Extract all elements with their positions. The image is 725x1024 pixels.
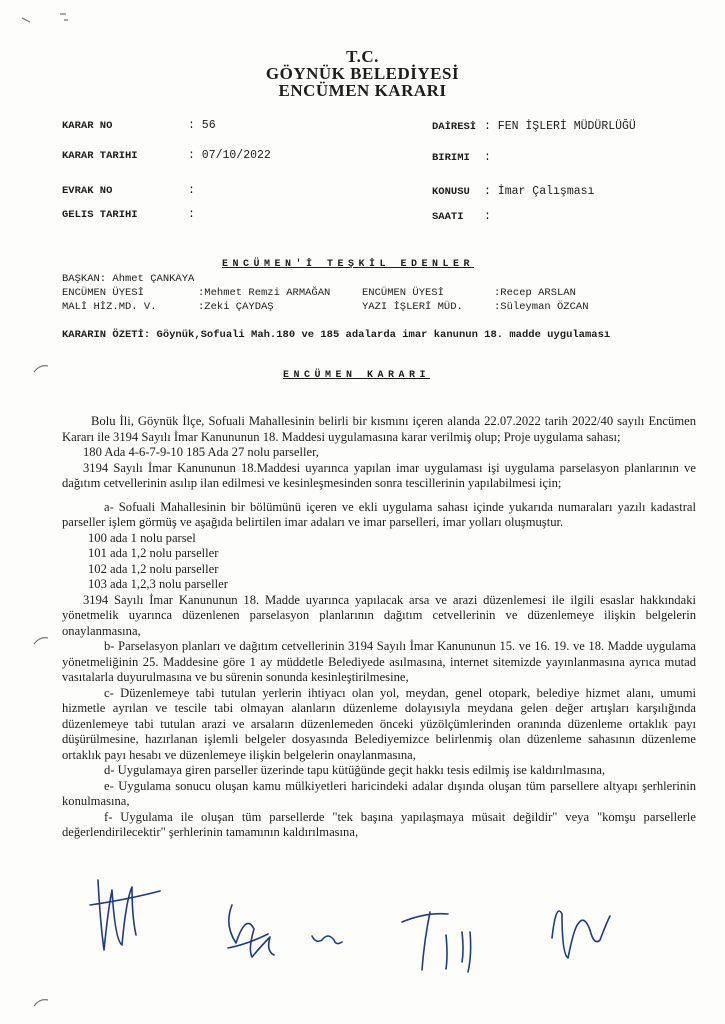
konusu-value: : İmar Çalışması (484, 185, 595, 198)
paragraph-intro: Bolu İli, Göynük İlçe, Sofuali Mahallesinin belirli bir kısmını içeren alanda 22.07.2022 tarih 2022/40 sayılı Encümen Kararı ile 3194 Sayılı İmar Kanununun 18. Maddesi uygulamasına karar verilmiş olup; Proje uygulama sahası; (62, 414, 696, 444)
member-role-2: ENCÜMEN ÜYESİ (362, 287, 444, 299)
item-c: c- Düzenlemeye tabi tutulan yerlerin ihtiyacı olan yol, meydan, genel otopark, belediye hizmet alanı, umumi hizmetle ayrılan ve tescile tabi olmayan alanların düzenleme dolayısıyla meydana gelen değer artışları karşılığında düzenlemeye tabi tutulan arazi ve arsaların düzenlemeden önceki yüzölçümlerinden oranında düzenleme ortaklık payı düşürülmesine, hazırlanan işlemli belgeler dosyasında Belediyemizce belirlenmiş olan düzenleme sahasının düzenleme ortaklık payı hesabı ve düzenlemeye ilişkin belgelerin onaylanmasına, (62, 685, 696, 762)
member-role-3: MALİ HİZ.MD. V. (62, 301, 157, 313)
item-e: e- Uygulama sonucu oluşan kamu mülkiyetleri haricindeki adalar dışında oluşan tüm parsellere altyapı şerhlerinin konulmasına, (62, 778, 696, 808)
paragraph-regulation: 3194 Sayılı İmar Kanununun 18. Madde uyarınca yapılacak arsa ve arazi düzenlemesi ile ilgili esaslar hakkındaki yönetmelik uyarınca düzenlenen parselasyon planlarının dağıtım cetvellerinin ve düzenlemeye ilişkin belgelerin onaylanmasına, (62, 592, 696, 638)
document-title: ENCÜMEN KARARI (278, 81, 447, 100)
chairman: BAŞKAN: Ahmet ÇANKAYA (62, 273, 195, 285)
saati-label: SAATI (432, 211, 464, 223)
item-f: f- Uygulama ile oluşan tüm parsellerde "tek başına yapılaşmaya müsait değildir" veya "komşu parsellerle değerlendirilecektir" şerhlerinin tamamının kaldırılmasına, (62, 809, 696, 839)
member-role-4: YAZI İŞLERİ MÜD. (362, 301, 463, 313)
municipality-title: GÖYNÜK BELEDİYESİ (265, 64, 460, 83)
member-name-4: :Süleyman ÖZCAN (494, 301, 589, 313)
member-name-1: :Mehmet Remzi ARMAĞAN (198, 287, 331, 299)
decision-heading: ENCÜMEN KARARI (283, 370, 431, 381)
parcel-list: 180 Ada 4-6-7-9-10 185 Ada 27 nolu parseller, (83, 445, 319, 459)
signature-1 (90, 880, 160, 950)
saati-value: : (484, 210, 491, 223)
members-heading: ENCÜMEN'İ TEŞKİL EDENLER (222, 259, 475, 270)
karar-no-label: KARAR NO (62, 120, 113, 132)
parcel-line-4: 103 ada 1,2,3 nolu parseller (88, 577, 228, 591)
parcel-line-2: 101 ada 1,2 nolu parseller (88, 546, 219, 560)
birimi-label: BIRIMI (432, 152, 470, 164)
signature-5 (552, 911, 610, 958)
karar-tarihi-label: KARAR TARIHI (62, 150, 138, 162)
item-b: b- Parselasyon planları ve dağıtım cetvellerinin 3194 Sayılı İmar Kanununun 15. ve 16. 19. ve 18. Madde uygulama yönetmeliğinin 25. Maddesine göre 1 ay müddetle Belediyede asılmasına, internet sitemizde yayınlanmasına ayrıca mutad vasıtalarla duyurulmasına ve bu sürenin sonunda kesinleştirilmesine, (62, 639, 696, 684)
karar-tarihi-value: : 07/10/2022 (188, 149, 271, 162)
signature-2 (228, 905, 274, 957)
header-tc: T.C. (346, 47, 379, 66)
member-role-1: ENCÜMEN ÜYESİ (62, 287, 144, 299)
signature-4 (402, 912, 471, 972)
parcel-line-3: 102 ada 1,2 nolu parseller (88, 561, 219, 576)
item-d: d- Uygulamaya giren parseller üzerinde tapu kütüğünde geçit hakkı tesis edilmiş ise kaldırılmasına, (104, 763, 606, 777)
dairesi-label: DAİRESİ (432, 121, 477, 133)
dairesi-value: : FEN İŞLERİ MÜDÜRLÜĞÜ (484, 120, 636, 133)
konusu-label: KONUSU (432, 186, 470, 198)
birimi-value: : (484, 151, 491, 164)
evrak-no-value: : (188, 184, 195, 197)
member-name-2: :Recep ARSLAN (494, 287, 576, 299)
decision-summary: KARARIN ÖZETİ: Göynük,Sofuali Mah.180 ve 185 adalarda imar kanunun 18. madde uygulaması (62, 329, 611, 341)
item-a: a- Sofuali Mahallesinin bir bölümünü içeren ve ekli uygulama sahası içinde yukarıda numaraları yazılı kadastral parseller işlem görmüş ve aşağıda belirtilen imar adaları ve imar parselleri, imar yolları oluşmuştur. (62, 499, 696, 529)
evrak-no-label: EVRAK NO (62, 185, 113, 197)
member-name-3: :Zeki ÇAYDAŞ (198, 301, 274, 313)
karar-no-value: : 56 (188, 119, 216, 132)
paragraph-purpose: 3194 Sayılı İmar Kanununun 18.Maddesi uyarınca yapılan imar uygulaması işi uygulama parselasyon planlarının ve dağıtım cetvellerinin asılıp ilan edilmesi ve kesinleşmesinden sonra tescillerinin yapılabilmesi için; (62, 460, 696, 490)
signature-3 (312, 936, 342, 944)
gelis-tarihi-label: GELIS TARIHI (62, 209, 138, 221)
gelis-tarihi-value: : (188, 208, 195, 221)
parcel-line-1: 100 ada 1 nolu parsel (88, 530, 196, 545)
